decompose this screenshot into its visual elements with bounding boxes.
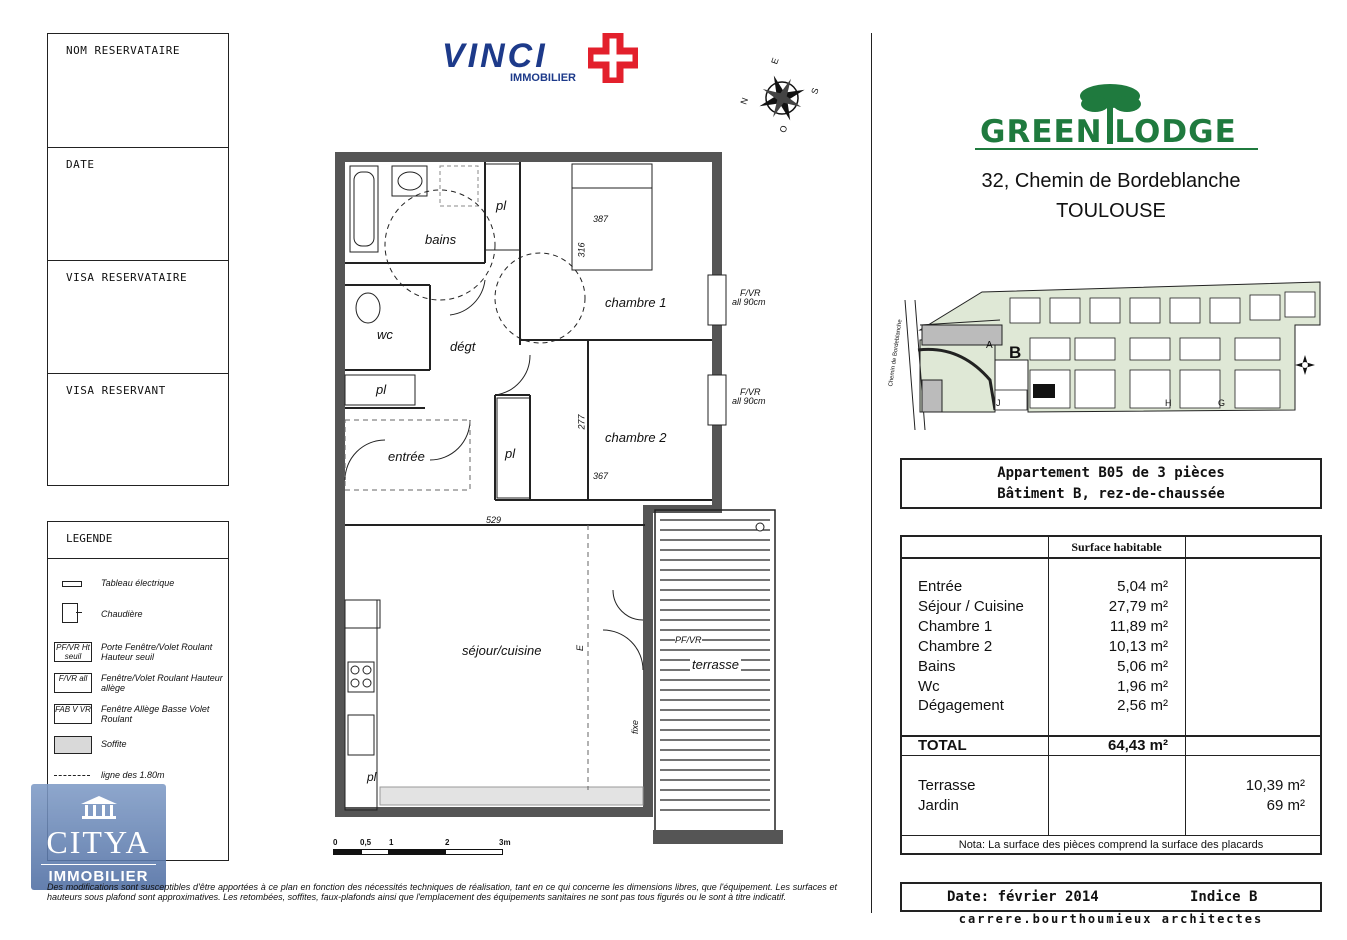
window-fvr-1-height: all 90cm — [732, 297, 766, 307]
citya-sub: IMMOBILIER — [48, 868, 149, 885]
vertical-divider — [871, 33, 872, 913]
citya-name: CITYA — [46, 824, 151, 860]
row-chambre2-name: Chambre 2 — [918, 638, 993, 655]
room-pl-wc: pl — [376, 382, 387, 397]
window-fvr-2: F/VR — [740, 387, 761, 397]
disclaimer: Des modifications sont susceptibles d'être apportées à ce plan en fonction des nécessités techniques de réalisation, tant en ce qui concerne les dimensions libres, que l'équipement. Les surfaces et hauteurs sous plafond sont approximatives. Les retombées, soffites, faux-plafonds ainsi que l'emplacement des équipements sanitaires ne sont pas tous figurés ou le sont à titre indicatif. — [47, 882, 837, 902]
vinci-cross-icon — [588, 33, 638, 83]
signature-boxes — [47, 33, 229, 486]
dim-316: 316 — [576, 242, 587, 258]
total-value: 64,43 m² — [1107, 737, 1168, 754]
compass-rose — [740, 58, 825, 138]
project-city: TOULOUSE — [1056, 200, 1166, 222]
row-sejour-name: Séjour / Cuisine — [918, 598, 1024, 615]
nom-reservataire-label: NOM RESERVATAIRE — [66, 44, 180, 57]
dim-529: 529 — [486, 515, 502, 525]
compass-s: S — [809, 86, 821, 96]
floor-plan — [330, 150, 790, 850]
vinci-sub: IMMOBILIER — [510, 72, 576, 84]
row-chambre1-name: Chambre 1 — [918, 618, 993, 635]
row-jardin-value: 69 m² — [1266, 797, 1305, 814]
dim-387: 387 — [593, 214, 609, 224]
site-plan — [888, 280, 1322, 435]
dim-277: 277 — [576, 414, 587, 430]
vinci-logo — [442, 33, 642, 93]
nom-reservataire-box[interactable] — [48, 34, 228, 147]
compass-o: O — [777, 123, 790, 135]
row-terrasse-value: 10,39 m² — [1245, 777, 1305, 794]
row-bains-value: 5,06 m² — [1117, 658, 1168, 675]
footer-architect: carrere.bourthoumieux architectes — [958, 912, 1264, 926]
window-fvr-1: F/VR — [740, 288, 761, 298]
room-chambre-2: chambre 2 — [605, 430, 667, 445]
room-pl-kitchen: pl — [367, 770, 377, 784]
scale-bar — [333, 838, 513, 860]
legend-title: LEGENDE — [66, 532, 113, 545]
apartment-line-1: Appartement B05 de 3 pièces — [997, 465, 1225, 481]
room-terrasse: terrasse — [692, 657, 739, 672]
citya-temple-icon — [79, 794, 119, 820]
visa-reservant-label: VISA RESERVANT — [66, 384, 166, 397]
site-label-a: A — [986, 340, 993, 351]
room-wc: wc — [377, 327, 393, 342]
fab-symbol: FAB V VR — [54, 704, 92, 724]
pfvr-symbol: PF/VR Ht seuil — [54, 642, 92, 662]
ligne-dashed-icon — [54, 775, 90, 776]
row-sejour-value: 27,79 m² — [1108, 598, 1168, 615]
visa-reservataire-label: VISA RESERVATAIRE — [66, 271, 188, 284]
brand-name: GREEN LODGE — [980, 114, 1237, 150]
date-box[interactable] — [48, 147, 228, 260]
row-chambre1-value: 11,89 m² — [1109, 618, 1168, 635]
surface-note: Nota: La surface des pièces comprend la surface des placards — [958, 839, 1264, 851]
citya-logo — [31, 784, 166, 890]
visa-reservant-box[interactable] — [48, 373, 228, 485]
room-entree: entrée — [388, 449, 425, 464]
room-chambre-1: chambre 1 — [605, 295, 667, 310]
footer-date: Date: février 2014 — [947, 889, 1099, 905]
date-label: DATE — [66, 158, 95, 171]
scale-2: 2 — [445, 838, 450, 847]
site-label-g: G — [1218, 398, 1226, 408]
door-pfvr: PF/VR — [675, 635, 702, 645]
fvr-symbol: F/VR all — [54, 673, 92, 693]
total-label: TOTAL — [918, 737, 967, 754]
green-lodge-logo — [975, 82, 1260, 154]
site-road-label: Chemin de Bordeblanche — [888, 319, 904, 387]
footer-indice: Indice B — [1190, 889, 1258, 905]
compass-n: N — [738, 96, 751, 106]
row-jardin-name: Jardin — [918, 797, 959, 814]
row-wc-value: 1,96 m² — [1117, 678, 1168, 695]
surface-header: Surface habitable — [1071, 540, 1162, 554]
apartment-box — [900, 458, 1322, 509]
dim-367: 367 — [593, 471, 609, 481]
compass-e: E — [769, 56, 781, 66]
row-wc-name: Wc — [918, 678, 940, 695]
soffite-swatch — [54, 736, 92, 754]
row-entree-name: Entrée — [918, 578, 963, 595]
row-bains-name: Bains — [918, 658, 956, 675]
scale-1: 1 — [389, 838, 394, 847]
row-degagement-value: 2,56 m² — [1117, 697, 1168, 714]
surface-table — [900, 535, 1322, 855]
scale-05: 0,5 — [360, 838, 372, 847]
tableau-electrique-icon — [62, 581, 82, 587]
room-degt: dégt — [450, 339, 476, 354]
dim-fixe: fixe — [630, 719, 641, 735]
site-label-j: J — [996, 398, 1001, 408]
project-address: 32, Chemin de Bordeblanche — [981, 170, 1241, 192]
site-label-h: H — [1165, 398, 1172, 408]
room-bains: bains — [425, 232, 457, 247]
footer-box — [900, 882, 1322, 912]
row-entree-value: 5,04 m² — [1117, 578, 1168, 595]
row-degagement-name: Dégagement — [918, 697, 1004, 714]
apartment-line-2: Bâtiment B, rez-de-chaussée — [997, 486, 1225, 502]
scale-3: 3m — [499, 838, 511, 847]
legend-box: LEGENDE Tableau électrique Chaudière PF/VR Ht seuil Porte Fenêtre/Volet Roulant Hauteur seuil F/VR all Fenêtre/Volet Roulant Hauteur allège FAB V VR Fenêtre Allège Basse Volet Roulant Soffite ligne des 1.80m — [47, 521, 229, 861]
dim-e: E — [575, 644, 586, 652]
window-fvr-2-height: all 90cm — [732, 396, 766, 406]
vinci-name: VINCI — [442, 37, 548, 75]
room-sejour-cuisine: séjour/cuisine — [462, 643, 542, 658]
row-terrasse-name: Terrasse — [918, 777, 976, 794]
scale-0: 0 — [333, 838, 338, 847]
visa-reservataire-box[interactable] — [48, 260, 228, 373]
chaudiere-icon — [62, 603, 78, 623]
room-pl-chambre2: pl — [505, 446, 516, 461]
site-label-b: B — [1009, 343, 1022, 362]
row-chambre2-value: 10,13 m² — [1108, 638, 1168, 655]
room-pl-bains: pl — [496, 198, 507, 213]
